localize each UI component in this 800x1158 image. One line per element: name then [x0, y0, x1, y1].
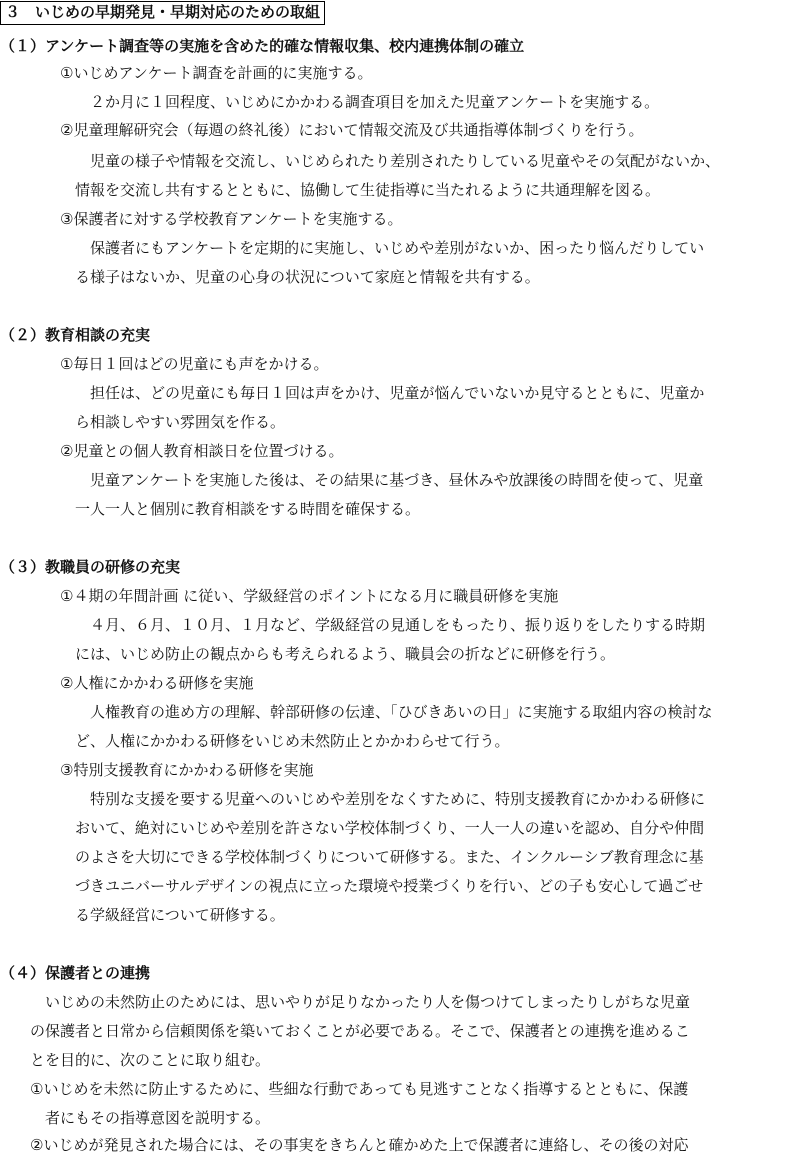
item-3-1-body-1: ４月、６月、１０月、１月など、学級経営の見通しをもったり、振り返りをしたりする時期 — [90, 616, 706, 634]
item-3-1: ①４期の年間計画 に従い、学級経営のポイントになる月に職員研修を実施 — [60, 587, 559, 605]
item-2-1-body-1: 担任は、どの児童にも毎日１回は声をかけ、児童が悩んでいないか見守るとともに、児童か — [90, 384, 705, 402]
item-3-1-body-2: には、いじめ防止の観点からも考えられるよう、職員会の折などに研修を行う。 — [75, 645, 616, 663]
item-1-2-body-2: 情報を交流し共有するとともに、協働して生徒指導に当たれるように共通理解を図る。 — [75, 181, 661, 199]
heading-4: （４）保護者との連携 — [0, 964, 151, 982]
item-1-1: ①いじめアンケート調査を計画的に実施する。 — [60, 64, 373, 82]
heading-1: （１）アンケート調査等の実施を含めた的確な情報収集、校内連携体制の確立 — [0, 37, 525, 55]
item-1-2: ②児童理解研究会（毎週の終礼後）において情報交流及び共通指導体制づくりを行う。 — [60, 121, 644, 139]
item-2-2: ②児童との個人教育相談日を位置づける。 — [60, 442, 344, 460]
item-4-1-line-1: ①いじめを未然に防止するために、些細な行動であっても見逃すことなく指導するとともに、保護 — [30, 1080, 689, 1098]
item-3-2-body-1: 人権教育の進め方の理解、幹部研修の伝達、「ひびきあいの日」に実施する取組内容の検討な — [90, 703, 713, 721]
section-title: ３ いじめの早期発見・早期対応のための取組 — [0, 1, 325, 25]
item-3-3-body-3: のよさを大切にできる学校体制づくりについて研修する。また、インクルーシブ教育理念に基 — [75, 848, 704, 866]
item-3-3-body-5: る学級経営について研修する。 — [75, 906, 285, 924]
item-1-3-body-2: る様子はないか、児童の心身の状況について家庭と情報を共有する。 — [75, 268, 540, 286]
item-3-2-body-2: ど、人権にかかわる研修をいじめ未然防止とかかわらせて行う。 — [75, 732, 510, 750]
item-2-1: ①毎日１回はどの児童にも声をかける。 — [60, 355, 329, 373]
item-2-2-body-1: 児童アンケートを実施した後は、その結果に基づき、昼休みや放課後の時間を使って、児童 — [90, 471, 704, 489]
intro-line-3: とを目的に、次のことに取り組む。 — [30, 1051, 271, 1069]
item-3-3: ③特別支援教育にかかわる研修を実施 — [60, 761, 314, 779]
item-1-3-body-1: 保護者にもアンケートを定期的に実施し、いじめや差別がないか、困ったり悩んだりしてい — [90, 239, 705, 257]
item-1-3: ③保護者に対する学校教育アンケートを実施する。 — [60, 210, 403, 228]
item-1-1-body: ２か月に１回程度、いじめにかかわる調査項目を加えた児童アンケートを実施する。 — [90, 93, 660, 111]
item-4-2-line-1: ②いじめが発見された場合には、その事実をきちんと確かめた上で保護者に連絡し、その後の対応 — [30, 1136, 689, 1154]
intro-line-2: の保護者と日常から信頼関係を築いておくことが必要である。そこで、保護者との連携を進めるこ — [30, 1022, 690, 1040]
heading-2: （２）教育相談の充実 — [0, 326, 151, 344]
item-3-2: ②人権にかかわる研修を実施 — [60, 674, 254, 692]
item-3-3-body-2: おいて、絶対にいじめや差別を許さない学校体制づくり、一人一人の違いを認め、自分や仲間 — [75, 819, 705, 837]
item-2-1-body-2: ら相談しやすい雰囲気を作る。 — [75, 413, 286, 431]
heading-3: （３）教職員の研修の充実 — [0, 558, 181, 576]
item-1-2-body-1: 児童の様子や情報を交流し、いじめられたり差別されたりしている児童やその気配がないか、 — [90, 152, 721, 170]
item-4-1-line-2: 者にもその指導意図を説明する。 — [45, 1109, 271, 1127]
intro-line-1: いじめの未然防止のためには、思いやりが足りなかったり人を傷つけてしまったりしがちな児童 — [45, 993, 691, 1011]
item-3-3-body-1: 特別な支援を要する児童へのいじめや差別をなくすために、特別支援教育にかかわる研修に — [90, 790, 706, 808]
item-2-2-body-2: 一人一人と個別に教育相談をする時間を確保する。 — [75, 500, 421, 518]
item-3-3-body-4: づきユニバーサルデザインの視点に立った環境や授業づくりを行い、どの子も安心して過ごせ — [75, 877, 704, 895]
